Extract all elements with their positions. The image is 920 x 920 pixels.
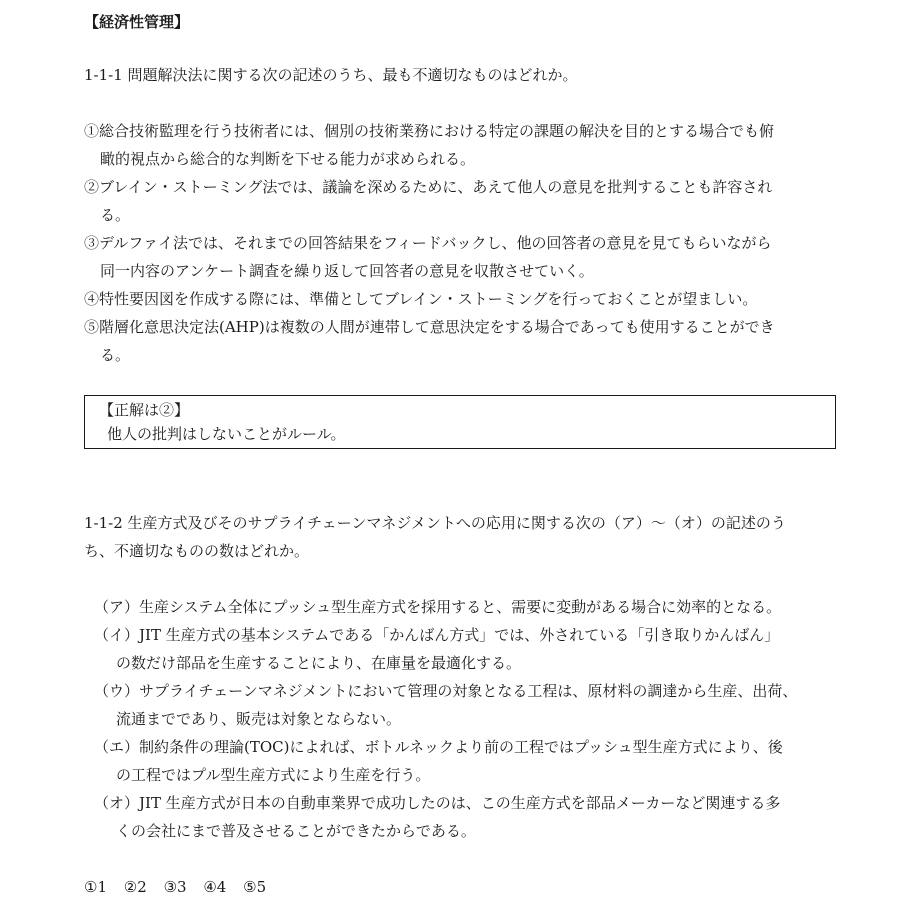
choice-2: ②2 — [123, 878, 147, 896]
q2-item-o-line2: くの会社にまで普及させることができたからである。 — [116, 822, 476, 840]
section-title: 【経済性管理】 — [84, 13, 190, 31]
q1-option-2-line2: る。 — [100, 206, 131, 224]
q1-option-2-line1: ②ブレイン・ストーミング法では、議論を深めるために、あえて他人の意見を批判することも許容され — [84, 178, 773, 196]
question-1-stem: 1-1-1 問題解決法に関する次の記述のうち、最も不適切なものはどれか。 — [84, 66, 578, 84]
q1-option-3-line2: 同一内容のアンケート調査を繰り返して回答者の意見を収散させていく。 — [100, 262, 594, 280]
answer-title: 【正解は②】 — [99, 401, 190, 419]
answer-explanation: 他人の批判はしないことがルール。 — [107, 425, 346, 443]
q1-option-4-line1: ④特性要因図を作成する際には、準備としてブレイン・ストーミングを行っておくことが望ましい。 — [84, 290, 758, 308]
q2-item-a-line1: （ア）生産システム全体にプッシュ型生産方式を採用すると、需要に変動がある場合に効率的となる。 — [94, 598, 782, 616]
q2-item-u-line2: 流通までであり、販売は対象とならない。 — [116, 710, 402, 728]
q2-item-e-line1: （エ）制約条件の理論(TOC)によれば、ボトルネックより前の工程ではプッシュ型生産方式により、後 — [94, 738, 783, 756]
question-2-stem-line1: 1-1-2 生産方式及びそのサプライチェーンマネジメントへの応用に関する次の（ア）～（オ）の記述のう — [84, 514, 786, 532]
question-2-stem-line2: ち、不適切なものの数はどれか。 — [84, 542, 310, 560]
choice-1: ①1 — [84, 878, 107, 896]
q2-item-u-line1: （ウ）サプライチェーンマネジメントにおいて管理の対象となる工程は、原材料の調達から生産、出荷、 — [94, 682, 798, 700]
answer-box — [84, 395, 836, 449]
answer-choices — [84, 877, 278, 897]
q2-item-i-line1: （イ）JIT 生産方式の基本システムである「かんばん方式」では、外されている「引き取りかんばん」 — [94, 626, 780, 644]
q2-item-i-line2: の数だけ部品を生産することにより、在庫量を最適化する。 — [116, 654, 522, 672]
choice-3: ③3 — [163, 878, 187, 896]
q1-option-1-line2: 瞰的視点から総合的な判断を下せる能力が求められる。 — [100, 150, 476, 168]
choice-5: ⑤5 — [243, 878, 267, 896]
q2-item-e-line2: の工程ではプル型生産方式により生産を行う。 — [116, 766, 431, 784]
q2-item-o-line1: （オ）JIT 生産方式が日本の自動車業界で成功したのは、この生産方式を部品メーカーなど関連する多 — [94, 794, 781, 812]
q1-option-1-line1: ①総合技術監理を行う技術者には、個別の技術業務における特定の課題の解決を目的とする場合でも俯 — [84, 122, 775, 140]
choice-4: ④4 — [203, 878, 227, 896]
q1-option-3-line1: ③デルファイ法では、それまでの回答結果をフィードバックし、他の回答者の意見を見てもらいながら — [84, 234, 772, 252]
q1-option-5-line2: る。 — [100, 346, 131, 364]
q1-option-5-line1: ⑤階層化意思決定法(AHP)は複数の人間が連帯して意思決定をする場合であっても使用することができ — [84, 318, 775, 336]
